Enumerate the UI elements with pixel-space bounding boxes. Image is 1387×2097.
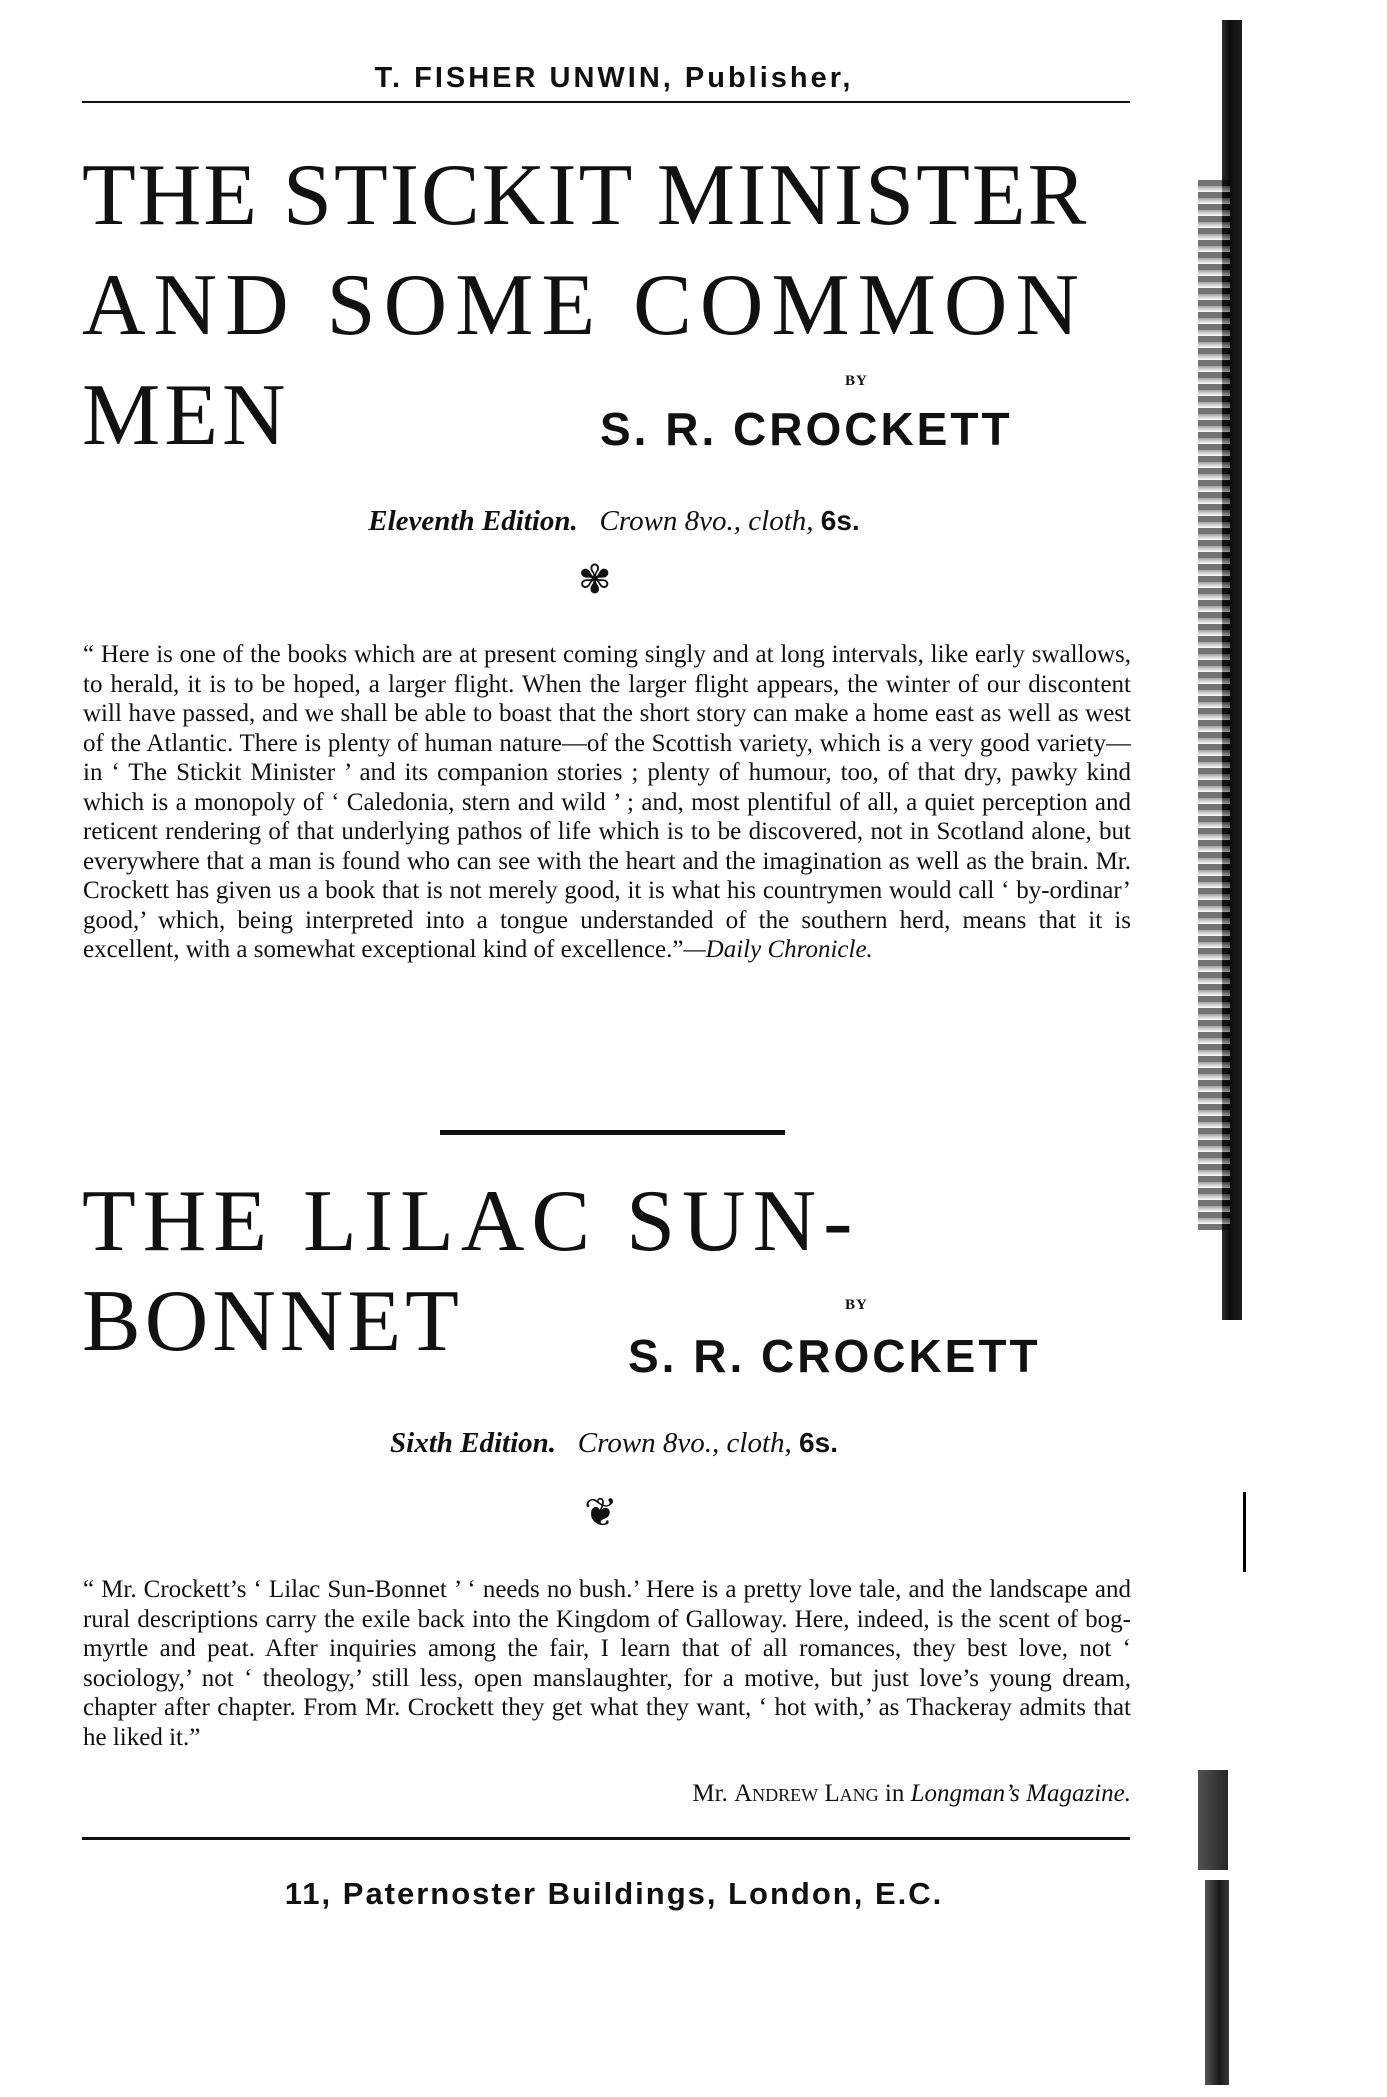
book2-author: S. R. CROCKETT: [628, 1330, 1041, 1382]
book1-ornament-icon: ✾: [578, 557, 612, 603]
book1-title-line3: MEN: [82, 367, 290, 464]
credit-source: Longman’s Magazine.: [910, 1780, 1131, 1807]
book1-edition-line: [0, 505, 1228, 538]
book1-format: Crown 8vo., cloth,: [599, 505, 814, 537]
section-divider: [440, 1130, 785, 1135]
book1-title-line1: THE STICKIT MINISTER: [82, 147, 1089, 244]
book2-by-label: BY: [845, 1297, 868, 1313]
publisher-line: T. FISHER UNWIN, Publisher,: [374, 62, 854, 94]
book2-review: [83, 1575, 1131, 1752]
book2-edition-line: [0, 1427, 1228, 1460]
book1-price: 6s.: [820, 505, 860, 536]
header-rule: [82, 101, 1130, 103]
book1-author: S. R. CROCKETT: [600, 403, 1013, 455]
book2-edition: Sixth Edition.: [390, 1427, 557, 1459]
credit-prefix: Mr.: [692, 1780, 728, 1807]
publisher-address: 11, Paternoster Buildings, London, E.C.: [284, 1876, 944, 1911]
book2-review-credit: [83, 1780, 1131, 1808]
credit-in: in: [884, 1780, 905, 1807]
credit-name: Andrew Lang: [734, 1780, 879, 1807]
book1-review-source: —Daily Chronicle.: [683, 936, 873, 963]
book1-edition: Eleventh Edition.: [368, 505, 578, 537]
book1-by-label: BY: [845, 373, 868, 389]
binding-edge-texture: [1198, 180, 1230, 1230]
book1-title-line2: AND SOME COMMON: [82, 257, 1087, 354]
book2-review-text: “ Mr. Crockett’s ‘ Lilac Sun-Bonnet ’ ‘ needs no bush.’ Here is a pretty love tale, and the landscape and rural descriptions carry the exile back into the Kingdom of Galloway. Here, indeed, is the scent of bog-myrtle and peat. After inquiries among the fair, I learn that of all romances, they best love, not ‘ sociology,’ not ‘ theology,’ still less, open manslaughter, for a motive, but just love’s young dream, chapter after chapter. From Mr. Crockett they get what they want, ‘ hot with,’ as Thackeray admits that he liked it.”: [83, 1576, 1131, 1751]
book2-title-line2: BONNET: [82, 1273, 463, 1370]
book1-review-text: “ Here is one of the books which are at present coming singly and at long intervals, like early swallows, to herald, it is to be hoped, a larger flight. When the larger flight appears, the winter of our discontent will have passed, and we shall be able to boast that the short story can make a home east as well as west of the Atlantic. There is plenty of human nature—of the Scottish variety, which is a very good variety—in ‘ The Stickit Minister ’ and its companion stories ; plenty of humour, too, of that dry, pawky kind which is a monopoly of ‘ Caledonia, stern and wild ’ ; and, most plentiful of all, a quiet perception and reticent rendering of that underlying pathos of life which is to be discovered, not in Scotland alone, but everywhere that a man is found who can see with the heart and the imagination as well as the brain. Mr. Crockett has given us a book that is not merely good, it is what his countrymen would call ‘ by-ordinar’ good,’ which, being interpreted into a tongue understanded of the southern herd, means that it is excellent, with a somewhat exceptional kind of excellence.”: [83, 641, 1131, 963]
binding-mark: [1243, 1492, 1246, 1572]
book1-review: [83, 640, 1131, 965]
footer-rule: [82, 1837, 1130, 1840]
book2-ornament-icon: ❦: [584, 1490, 618, 1536]
book2-price: 6s.: [799, 1427, 838, 1458]
book2-format: Crown 8vo., cloth,: [577, 1427, 792, 1459]
book2-title-line1: THE LILAC SUN-: [82, 1173, 860, 1270]
binding-shadow-lower: [1198, 1770, 1228, 1870]
